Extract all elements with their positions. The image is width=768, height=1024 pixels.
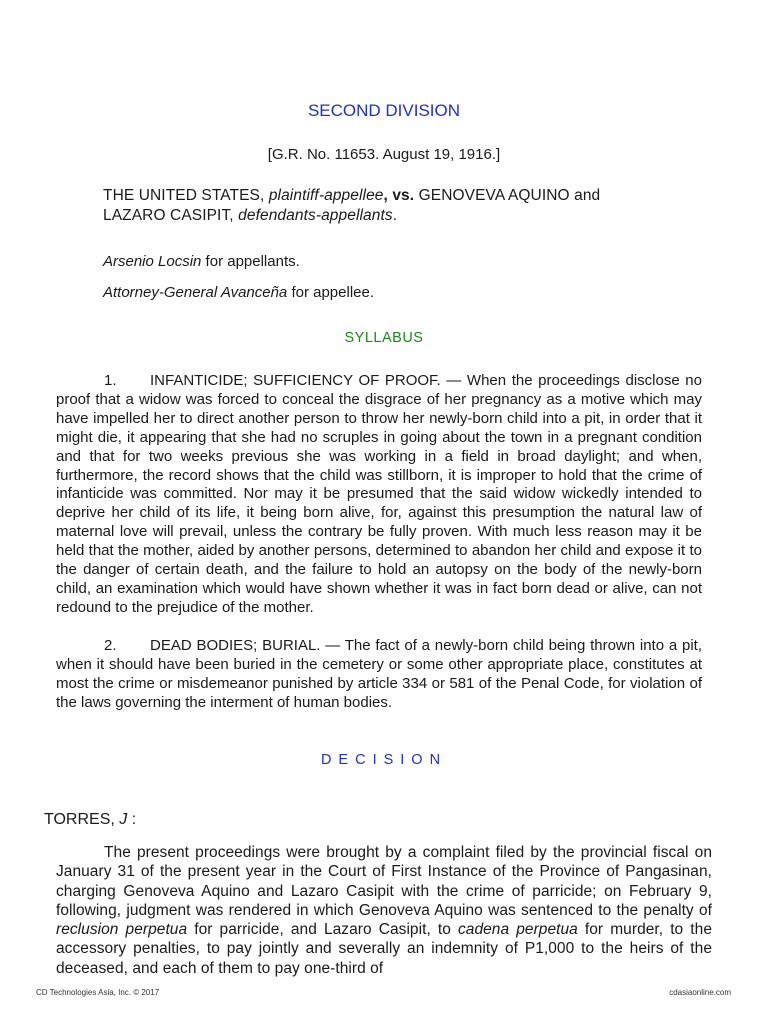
paragraph-text: The present proceedings were brought by a complaint filed by the provincial fiscal on January 31 of the present year in the Court of First Instance of the Province of Pangasinan, charging Genoveva Aquino and Lazaro Casipit with the crime of parricide; on February 9, following, judgment was rendered in which Genoveva Aquino was sentenced to the penalty of — [56, 844, 712, 919]
versus-label: , vs. — [383, 187, 415, 204]
counsel-line-appellants — [103, 253, 300, 270]
syllabus-item-text: INFANTICIDE; SUFFICIENCY OF PROOF. — When the proceedings disclose no proof that a widow was forced to conceal the disgrace of her pregnancy as a motive which may have impelled her to direct another person to throw her newly-born child into a pit, in order that it might die, it appearing that she had no scruples in going about the town in a pregnant condition and that for two weeks previous she was working in a field in broad daylight; and when, furthermore, the record shows that the child was stillborn, it is improper to hold that the crime of infanticide was committed. Nor may it be presumed that the said widow wickedly intended to deprive her child of its life, it being born alive, for, against this presumption the natural law of maternal love will prevail, unless the contrary be fully proven. With much less reason may it be held that the mother, aided by another persons, determined to abandon her child and expose it to the danger of certain death, and the failure to hold an autopsy on the body of the newly-born child, an examination which would have shown whether it was in fact born dead or alive, can not redound to the prejudice of the mother. — [56, 372, 702, 616]
ponente-colon: : — [127, 811, 137, 828]
decision-heading: DECISION — [320, 752, 448, 768]
defendants-role: defendants-appellants — [238, 207, 393, 224]
footer-copyright: CD Technologies Asia, Inc. © 2017 — [36, 988, 160, 997]
counsel-name: Attorney-General Avanceña — [103, 284, 288, 301]
syllabus-item-number: 2. — [104, 637, 117, 654]
ponente-name: TORRES, — [44, 811, 115, 828]
decision-paragraph — [56, 843, 712, 978]
counsel-name: Arsenio Locsin — [103, 253, 202, 270]
case-title-end: . — [392, 207, 398, 224]
case-number: [G.R. No. 11653. August 19, 1916.] — [267, 146, 501, 163]
ponente-line — [44, 811, 136, 829]
counsel-role: for appellants. — [201, 253, 300, 270]
ponente-title: J — [119, 811, 128, 828]
penalty-term: reclusion perpetua — [56, 921, 188, 939]
plaintiff-name: THE UNITED STATES, — [103, 187, 265, 204]
footer-website: cdasiaonline.com — [669, 988, 731, 997]
penalty-term: cadena perpetua — [458, 921, 578, 939]
counsel-line-appellee — [103, 284, 374, 301]
division-heading: SECOND DIVISION — [307, 101, 461, 120]
syllabus-item — [56, 372, 702, 618]
case-title — [103, 186, 663, 226]
syllabus-item — [56, 637, 702, 713]
defendants-name: GENOVEVA AQUINO and LAZARO CASIPIT, — [103, 187, 601, 224]
plaintiff-role: plaintiff-appellee — [268, 187, 384, 204]
counsel-role: for appellee. — [287, 284, 375, 301]
syllabus-item-number: 1. — [104, 372, 117, 389]
syllabus-item-text: DEAD BODIES; BURIAL. — The fact of a newly-born child being thrown into a pit, when it should have been buried in the cemetery or some other appropriate place, constitutes at most the crime or misdemeanor punished by article 334 or 581 of the Penal Code, for violation of the laws governing the interment of human bodies. — [56, 637, 702, 711]
syllabus-heading: SYLLABUS — [344, 330, 424, 346]
paragraph-text: for murder, to the accessory penalties, to pay jointly and severally an indemnity of P1,000 to the heirs of the deceased, and each of them to pay one-third of — [56, 921, 712, 977]
paragraph-text: for parricide, and Lazaro Casipit, to — [187, 921, 458, 939]
